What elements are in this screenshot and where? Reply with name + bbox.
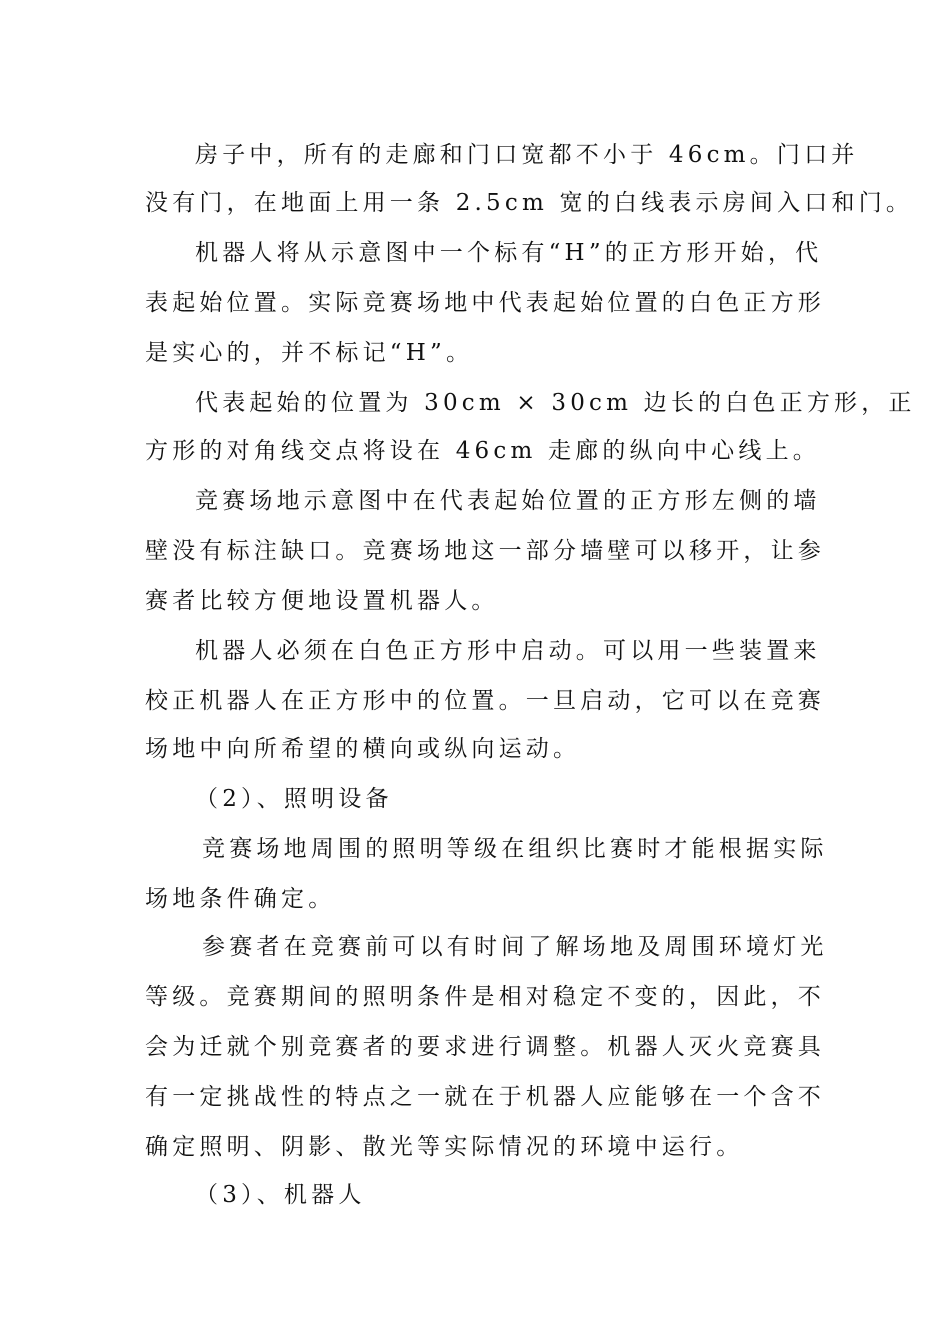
text-line: 没有门，在地面上用一条 2.5cm 宽的白线表示房间入口和门。 [145, 190, 914, 216]
text-line: 竞赛场地示意图中在代表起始位置的正方形左侧的墙 [195, 488, 821, 514]
text-line: 竞赛场地周围的照明等级在组织比赛时才能根据实际 [202, 836, 828, 862]
text-line: 有一定挑战性的特点之一就在于机器人应能够在一个含不 [145, 1084, 825, 1110]
text-line: 参赛者在竞赛前可以有时间了解场地及周围环境灯光 [202, 934, 828, 960]
text-line: 是实心的，并不标记“H”。 [145, 340, 474, 366]
text-line: 机器人必须在白色正方形中启动。可以用一些装置来 [195, 638, 821, 664]
text-line: 等级。竞赛期间的照明条件是相对稳定不变的，因此，不 [145, 984, 825, 1010]
text-line: 代表起始的位置为 30cm × 30cm 边长的白色正方形，正 [195, 390, 916, 416]
text-line: 确定照明、阴影、散光等实际情况的环境中运行。 [145, 1134, 744, 1160]
text-line: 方形的对角线交点将设在 46cm 走廊的纵向中心线上。 [145, 438, 820, 464]
text-line: 场地条件确定。 [145, 886, 336, 912]
text-line: 会为迁就个别竞赛者的要求进行调整。机器人灭火竞赛具 [145, 1034, 825, 1060]
text-line: 机器人将从示意图中一个标有“H”的正方形开始，代 [195, 240, 823, 266]
text-line: 房子中，所有的走廊和门口宽都不小于 46cm。门口并 [195, 142, 859, 168]
text-line: 赛者比较方便地设置机器人。 [145, 588, 499, 614]
section-heading: （3）、机器人 [195, 1182, 366, 1208]
text-line: 壁没有标注缺口。竞赛场地这一部分墙壁可以移开，让参 [145, 538, 825, 564]
text-line: 场地中向所希望的横向或纵向运动。 [145, 736, 581, 762]
text-line: 表起始位置。实际竞赛场地中代表起始位置的白色正方形 [145, 290, 825, 316]
section-heading: （2）、照明设备 [195, 786, 393, 812]
text-line: 校正机器人在正方形中的位置。一旦启动，它可以在竞赛 [145, 688, 825, 714]
